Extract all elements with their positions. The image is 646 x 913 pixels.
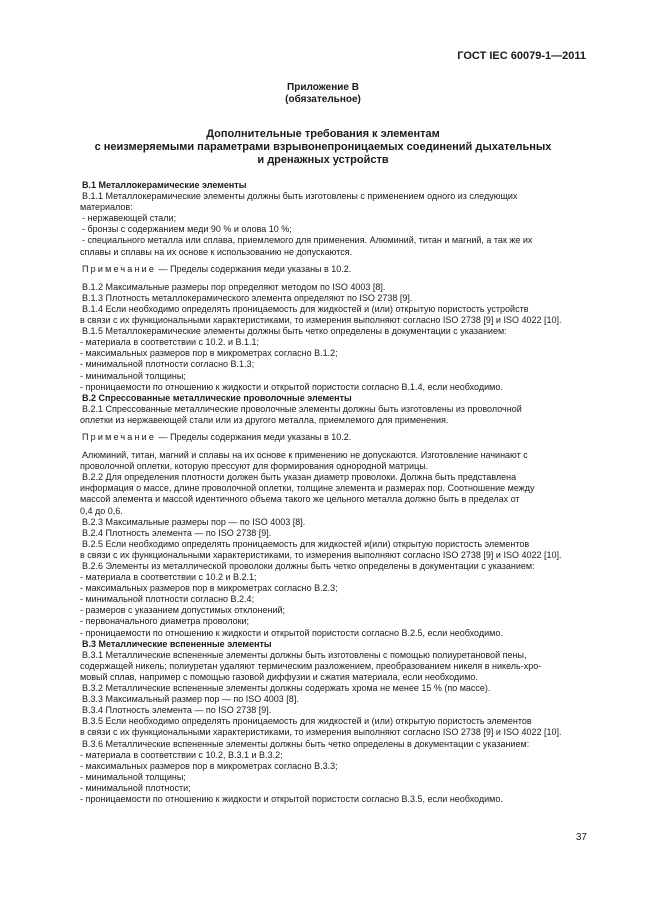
annex-body [82, 180, 588, 805]
paragraph-line: В.2.1 Спрессованные металлические проволочные элементы должны быть изготовлены из проволочной [82, 403, 522, 414]
text-line: массой элемента и массой идентичного объема такого же цельного металла должно быть в пределах от [80, 494, 520, 505]
paragraph-line: В.1.3 Плотность металлокерамического элемента определяют по ISO 2738 [9]. [82, 292, 413, 303]
page-number: 37 [575, 832, 587, 843]
text-line: материалов: [80, 202, 133, 213]
text-line: - первоначального диаметра проволоки; [80, 616, 250, 627]
note-text: — Пределы содержания меди указаны в 10.2. [156, 431, 352, 442]
text-line: в связи с их функциональными характеристиками, то измерения выполняют согласно ISO 2738 [9] и ISO 4022 [10]. [80, 549, 562, 560]
text-line: оплетки из нержавеющей стали или из другого металла, приемлемого для применения. [80, 414, 449, 425]
annex-main-title [0, 128, 646, 167]
paragraph-line: В.3.1 Металлические вспененные элементы должны быть изготовлены с помощью полиуретановой пены, [82, 649, 527, 660]
text-line: - максимальных размеров пор в микрометрах согласно В.1.2; [80, 348, 338, 359]
paragraph-line: - специального металла или сплава, приемлемого для применения. Алюминий, титан и магний, а так же их [82, 235, 533, 246]
paragraph-line: Алюминий, титан, магний и сплавы на их основе к применению не допускаются. Изготовление начинают с [82, 450, 528, 461]
text-line: сплавы и сплавы на их основе к использованию не допускаются. [80, 246, 353, 257]
paragraph-line: - нержавеющей стали; [82, 213, 177, 224]
title-line-1: Дополнительные требования к элементам [206, 128, 440, 140]
text-line: - минимальной плотности согласно В.1.3; [80, 359, 255, 370]
text-line: - минимальной плотности согласно В.2.4; [80, 594, 255, 605]
text-line: - минимальной толщины; [80, 370, 186, 381]
title-line-2: с неизмеряемыми параметрами взрывонепроницаемых соединений дыхательных [94, 141, 552, 153]
note-label: Примечание [82, 431, 157, 442]
paragraph-line: В.3.3 Максимальный размер пор — по ISO 4003 [8]. [82, 694, 299, 705]
section-heading: В.1 Металлокерамические элементы [82, 180, 247, 190]
annex-heading [0, 82, 646, 106]
text-line: - проницаемости по отношению к жидкости и открытой пористости согласно В.3.5, если необходимо. [80, 793, 503, 804]
note [82, 432, 588, 443]
text-line: - материала в соответствии с 10.2 и В.2.1; [80, 572, 257, 583]
text-line: 0,4 до 0,6. [80, 505, 123, 516]
title-line-3: и дренажных устройств [257, 154, 389, 166]
text-line: - максимальных размеров пор в микрометрах согласно В.2.3; [80, 583, 338, 594]
text-line: проволочной оплетки, которую прессуют для формирования однородной матрицы. [80, 461, 429, 472]
paragraph-line: В.2.5 Если необходимо определять проницаемость для жидкостей и(или) открытую пористость элементов [82, 538, 530, 549]
text-line: - минимальной плотности; [80, 782, 191, 793]
note-label: Примечание [82, 263, 157, 274]
text-line: - материала в соответствии с 10.2, В.3.1 и В.3.2; [80, 749, 283, 760]
section-heading: В.3 Металлические вспененные элементы [82, 638, 272, 649]
text-line: - размеров с указанием допустимых отклонений; [80, 605, 286, 616]
paragraph-line: В.3.6 Металлические вспененные элементы должны быть четко определены в документации с указанием: [82, 738, 530, 749]
note [82, 264, 588, 275]
paragraph-line: В.3.5 Если необходимо определять проницаемость для жидкостей и (или) открытую пористость элементов [82, 716, 532, 727]
text-line: - проницаемости по отношению к жидкости и открытой пористости согласно В.1.4, если необходимо. [80, 381, 503, 392]
paragraph-line: В.2.6 Элементы из металлической проволоки должны быть четко определены в документации с указанием: [82, 561, 535, 571]
paragraph-line: В.2.4 Плотность элемента — по ISO 2738 [9]. [82, 527, 272, 538]
text-line: - максимальных размеров пор в микрометрах согласно В.3.3; [80, 760, 338, 771]
standard-code: ГОСТ IEC 60079-1—2011 [457, 50, 586, 62]
paragraph-line: В.3.4 Плотность элемента — по ISO 2738 [9]. [82, 705, 272, 716]
annex-status: (обязательное) [285, 94, 361, 105]
text-line: информация о массе, длине проволочной оплетки, толщине элемента и размерах пор. Соотношение между [80, 483, 535, 494]
section-heading: В.2 Спрессованные металлические проволочные элементы [82, 392, 352, 403]
paragraph-line: В.3.2 Металлические вспененные элементы должны содержать хрома не менее 15 % (по массе). [82, 683, 491, 694]
text-line: - проницаемости по отношению к жидкости и открытой пористости согласно В.2.5, если необходимо. [80, 627, 503, 638]
paragraph-line: - бронзы с содержанием меди 90 % и олова 10 %; [82, 224, 292, 235]
text-line: мовый сплав, например с помощью газовой диффузии и сжатия материала, если необходимо. [80, 671, 478, 682]
note-text: — Пределы содержания меди указаны в 10.2. [156, 263, 352, 274]
paragraph-line: В.1.1 Металлокерамические элементы должны быть изготовлены с применением одного из следующих [82, 191, 518, 202]
annex-title: Приложение В [287, 82, 359, 93]
paragraph-line: В.2.2 Для определения плотности должен быть указан диаметр проволоки. Должна быть представлена [82, 472, 517, 483]
text-line: содержащей никель; полиуретан удаляют термическим разложением, преобразованием никеля в никель-хро- [80, 660, 542, 671]
text-line: в связи с их функциональными характеристиками, то измерения выполняют согласно ISO 2738 [9] и ISO 4022 [10]. [80, 315, 562, 326]
paragraph-line: В.1.2 Максимальные размеры пор определяют методом по ISO 4003 [8]. [82, 281, 386, 292]
text-line: в связи с их функциональными характеристиками, то измерения выполняют согласно ISO 2738 [9] и ISO 4022 [10]. [80, 727, 562, 738]
text-line: - минимальной толщины; [80, 771, 186, 782]
paragraph-line: В.1.5 Металлокерамические элементы должны быть четко определены в документации с указанием: [82, 326, 507, 337]
paragraph-line: В.1.4 Если необходимо определять проницаемость для жидкостей и (или) открытую пористость устройств [82, 303, 529, 314]
paragraph-line: В.2.3 Максимальные размеры пор — по ISO 4003 [8]. [82, 516, 306, 527]
text-line: - материала в соответствии с 10.2. и В.1.1; [80, 337, 260, 348]
